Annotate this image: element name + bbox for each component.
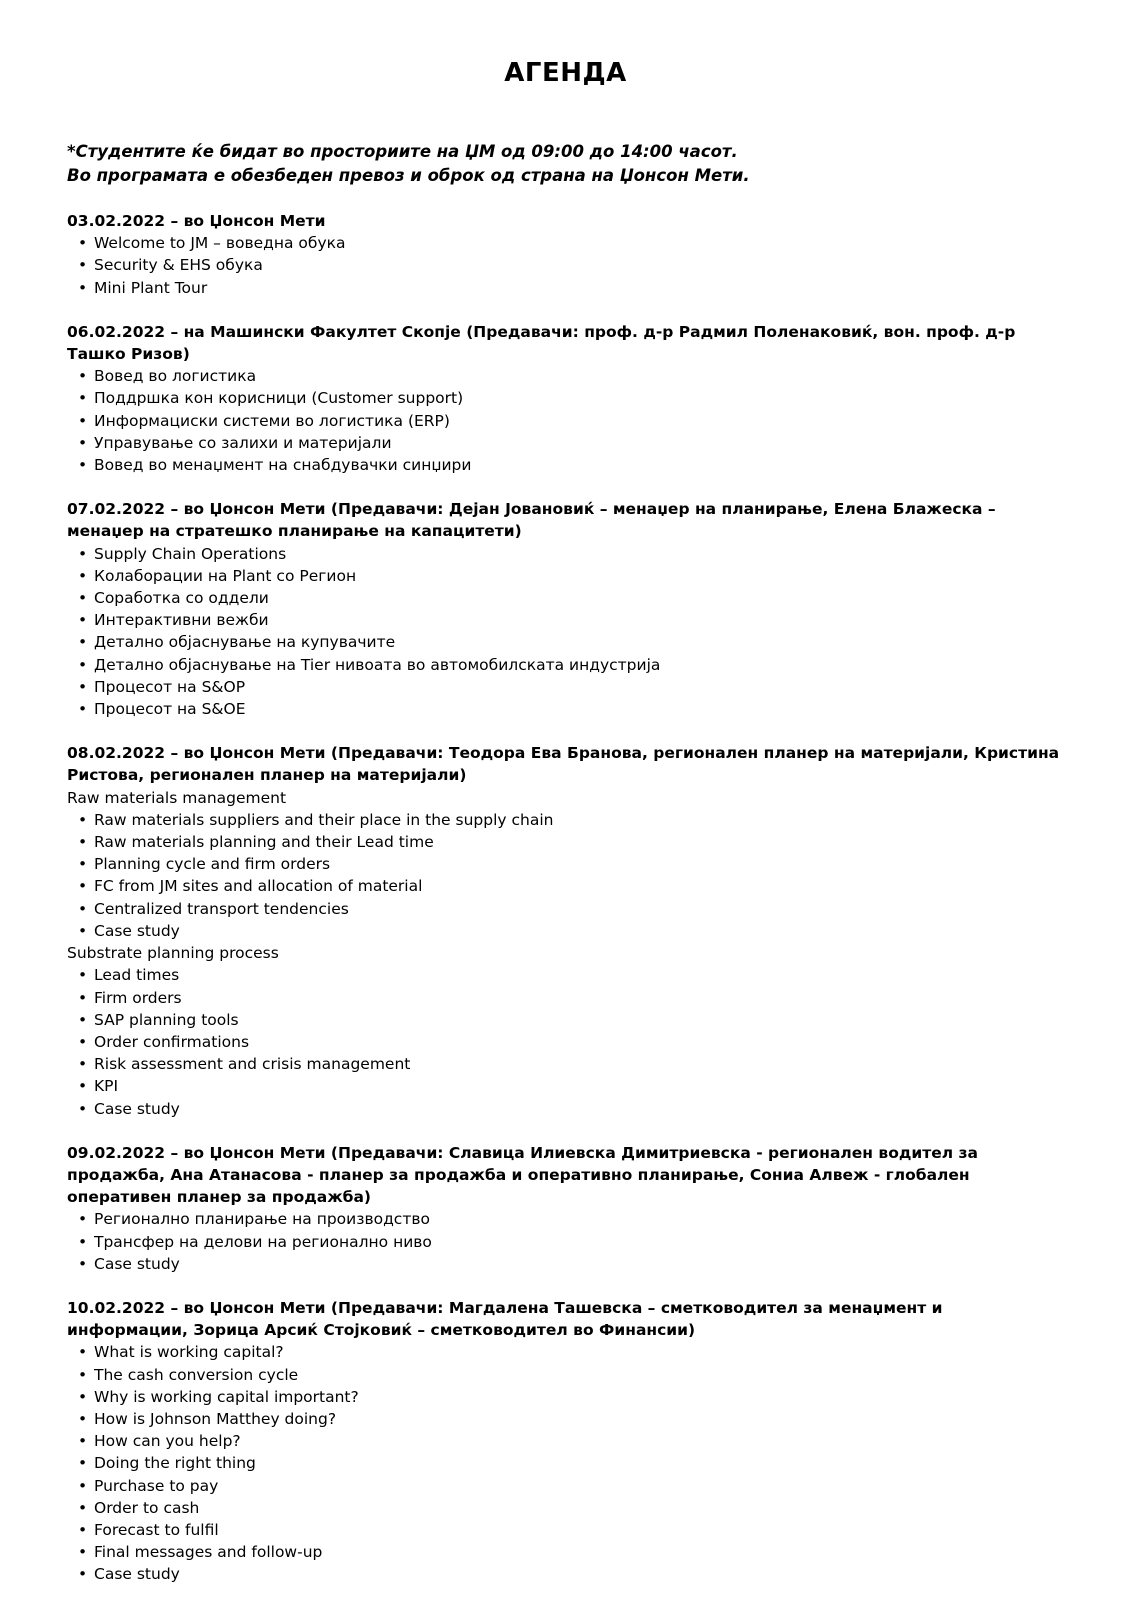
bullet-icon: •: [78, 1476, 88, 1495]
list-item-text: Planning cycle and firm orders: [94, 855, 331, 874]
list-item-text: How is Johnson Matthey doing?: [94, 1409, 337, 1428]
list-item: [78, 831, 1067, 853]
list-item: [78, 1231, 1067, 1253]
list-item-text: Supply Chain Operations: [94, 544, 287, 563]
list-item: [78, 254, 1067, 276]
list-item-text: Doing the right thing: [94, 1454, 256, 1473]
bullet-icon: •: [78, 278, 88, 297]
list-item: [78, 920, 1067, 942]
list-item-text: Case study: [94, 921, 180, 940]
list-item-text: Интерактивни вежби: [94, 611, 269, 630]
list-item: [78, 631, 1067, 653]
list-item-text: Mini Plant Tour: [94, 278, 208, 297]
agenda-day-section: [67, 210, 1067, 299]
agenda-day-section: [67, 321, 1067, 476]
bullet-icon: •: [78, 1210, 88, 1229]
topic-list: [67, 365, 1067, 476]
bullet-icon: •: [78, 256, 88, 275]
list-item-text: FC from JM sites and allocation of material: [94, 877, 423, 896]
topic-group-label: Raw materials management: [67, 788, 287, 807]
topic-list: [67, 964, 1067, 1119]
bullet-icon: •: [78, 411, 88, 430]
agenda-day-section: [67, 742, 1067, 1119]
list-item-text: KPI: [94, 1077, 119, 1096]
note-line: *Студентите ќе бидат во просториите на ЏМ од 09:00 до 14:00 часот.: [67, 142, 738, 161]
list-item-text: Purchase to pay: [94, 1476, 219, 1495]
agenda-day-section: [67, 498, 1067, 720]
bullet-icon: •: [78, 1409, 88, 1428]
list-item-text: Соработка со оддели: [94, 589, 269, 608]
bullet-icon: •: [78, 1387, 88, 1406]
list-item-text: Final messages and follow-up: [94, 1543, 323, 1562]
list-item: [78, 1208, 1067, 1230]
topic-list: [67, 543, 1067, 721]
bullet-icon: •: [78, 966, 88, 985]
bullet-icon: •: [78, 389, 88, 408]
list-item-text: How can you help?: [94, 1432, 241, 1451]
list-item-text: Информациски системи во логистика (ERP): [94, 411, 450, 430]
list-item-text: Case study: [94, 1099, 180, 1118]
bullet-icon: •: [78, 1099, 88, 1118]
list-item: [78, 1563, 1067, 1585]
list-item: [78, 676, 1067, 698]
bullet-icon: •: [78, 655, 88, 674]
bullet-icon: •: [78, 899, 88, 918]
bullet-icon: •: [78, 544, 88, 563]
list-item: [78, 1364, 1067, 1386]
topic-group-label: Substrate planning process: [67, 944, 279, 963]
day-heading: 08.02.2022 – во Џонсон Мети (Предавачи: Теодора Ева Бранова, регионален планер на материјали, Кристина Ристова, регионален планер на материјали): [67, 744, 1060, 785]
list-item: [78, 1098, 1067, 1120]
bullet-icon: •: [78, 1055, 88, 1074]
agenda-day-section: [67, 1297, 1067, 1586]
list-item: [78, 987, 1067, 1009]
list-item-text: Вовед во логистика: [94, 367, 257, 386]
bullet-icon: •: [78, 1432, 88, 1451]
day-heading: 03.02.2022 – во Џонсон Мети: [67, 212, 326, 230]
list-item-text: Поддршка кон корисници (Customer support): [94, 389, 464, 408]
list-item: [78, 654, 1067, 676]
list-item-text: Детално објаснување на купувачите: [94, 633, 396, 652]
list-item-text: Security & EHS обука: [94, 256, 263, 275]
list-item: [78, 1452, 1067, 1474]
bullet-icon: •: [78, 988, 88, 1007]
page-title: АГЕНДА: [504, 58, 627, 88]
bullet-icon: •: [78, 633, 88, 652]
note-line: Во програмата е обезбеден превоз и оброк од страна на Џонсон Мети.: [67, 166, 750, 185]
list-item-text: Raw materials planning and their Lead time: [94, 833, 434, 852]
bullet-icon: •: [78, 1343, 88, 1362]
bullet-icon: •: [78, 1232, 88, 1251]
list-item-text: Трансфер на делови на регионално ниво: [94, 1232, 432, 1251]
day-heading: 07.02.2022 – во Џонсон Мети (Предавачи: Дејан Јовановиќ – менаџер на планирање, Елена Блажеска – менаџер на стратешко планирање на капацитети): [67, 500, 996, 541]
list-item: [78, 232, 1067, 254]
list-item-text: What is working capital?: [94, 1343, 284, 1362]
bullet-icon: •: [78, 1520, 88, 1539]
list-item: [78, 964, 1067, 986]
list-item: [78, 1475, 1067, 1497]
agenda-day-section: [67, 1142, 1067, 1275]
list-item: [78, 565, 1067, 587]
bullet-icon: •: [78, 611, 88, 630]
list-item: [78, 387, 1067, 409]
list-item: [78, 587, 1067, 609]
list-item-text: Risk assessment and crisis management: [94, 1055, 411, 1074]
bullet-icon: •: [78, 1254, 88, 1273]
bullet-icon: •: [78, 700, 88, 719]
list-item: [78, 853, 1067, 875]
bullet-icon: •: [78, 810, 88, 829]
bullet-icon: •: [78, 877, 88, 896]
list-item-text: Raw materials suppliers and their place in the supply chain: [94, 810, 554, 829]
bullet-icon: •: [78, 855, 88, 874]
bullet-icon: •: [78, 456, 88, 475]
bullet-icon: •: [78, 433, 88, 452]
list-item: [78, 432, 1067, 454]
list-item: [78, 898, 1067, 920]
list-item-text: The cash conversion cycle: [94, 1365, 299, 1384]
list-item: [78, 1031, 1067, 1053]
bullet-icon: •: [78, 1498, 88, 1517]
day-heading: 06.02.2022 – на Машински Факултет Скопје (Предавачи: проф. д-р Радмил Поленаковиќ, вон. проф. д-р Ташко Ризов): [67, 322, 1016, 364]
day-heading: 10.02.2022 – во Џонсон Мети (Предавачи: Магдалена Ташевска – сметководител за менаџмент и информации, Зорица Арсиќ Стојковиќ – сметководител во Финансии): [67, 1298, 943, 1340]
list-item: [78, 809, 1067, 831]
list-item: [78, 277, 1067, 299]
list-item: [78, 698, 1067, 720]
list-item-text: Управување со залихи и материјали: [94, 433, 392, 452]
list-item: [78, 609, 1067, 631]
bullet-icon: •: [78, 677, 88, 696]
list-item: [78, 1341, 1067, 1363]
list-item-text: Lead times: [94, 966, 180, 985]
list-item: [78, 1541, 1067, 1563]
list-item: [78, 1497, 1067, 1519]
list-item: [78, 1253, 1067, 1275]
list-item: [78, 410, 1067, 432]
list-item-text: Centralized transport tendencies: [94, 899, 349, 918]
list-item-text: Firm orders: [94, 988, 182, 1007]
bullet-icon: •: [78, 833, 88, 852]
list-item: [78, 875, 1067, 897]
list-item-text: Case study: [94, 1254, 180, 1273]
topic-list: [67, 1208, 1067, 1275]
attendance-note: [67, 140, 750, 188]
list-item-text: Why is working capital important?: [94, 1387, 359, 1406]
list-item: [78, 1430, 1067, 1452]
bullet-icon: •: [78, 367, 88, 386]
list-item: [78, 1408, 1067, 1430]
list-item: [78, 1386, 1067, 1408]
list-item-text: Welcome to JM – воведна обука: [94, 234, 346, 253]
bullet-icon: •: [78, 589, 88, 608]
list-item-text: Колаборации на Plant со Регион: [94, 566, 357, 585]
bullet-icon: •: [78, 1077, 88, 1096]
bullet-icon: •: [78, 1365, 88, 1384]
list-item-text: Процесот на S&OP: [94, 677, 246, 696]
bullet-icon: •: [78, 234, 88, 253]
list-item-text: Order confirmations: [94, 1032, 250, 1051]
agenda-content: [67, 210, 1067, 1608]
list-item: [78, 1009, 1067, 1031]
bullet-icon: •: [78, 1565, 88, 1584]
list-item-text: Order to cash: [94, 1498, 200, 1517]
bullet-icon: •: [78, 921, 88, 940]
topic-list: [67, 1341, 1067, 1585]
bullet-icon: •: [78, 1010, 88, 1029]
list-item: [78, 1075, 1067, 1097]
day-heading: 09.02.2022 – во Џонсон Мети (Предавачи: Славица Илиевска Димитриевска - регионален водител за продажба, Ана Атанасова - планер за продажба и оперативно планирање, Сониа Алвеж - глобален оперативен планер за продажба): [67, 1143, 978, 1207]
bullet-icon: •: [78, 1454, 88, 1473]
list-item-text: Регионално планирање на производство: [94, 1210, 430, 1229]
bullet-icon: •: [78, 1543, 88, 1562]
topic-list: [67, 809, 1067, 942]
list-item: [78, 454, 1067, 476]
list-item-text: SAP planning tools: [94, 1010, 239, 1029]
list-item: [78, 1053, 1067, 1075]
list-item-text: Case study: [94, 1565, 180, 1584]
list-item: [78, 1519, 1067, 1541]
list-item-text: Вовед во менаџмент на снабдувачки синџири: [94, 456, 472, 475]
list-item-text: Процесот на S&OE: [94, 700, 246, 719]
list-item: [78, 543, 1067, 565]
list-item-text: Forecast to fulfil: [94, 1520, 219, 1539]
bullet-icon: •: [78, 1032, 88, 1051]
list-item-text: Детално објаснување на Tier нивоата во автомобилската индустрија: [94, 655, 661, 674]
topic-list: [67, 232, 1067, 299]
list-item: [78, 365, 1067, 387]
bullet-icon: •: [78, 566, 88, 585]
